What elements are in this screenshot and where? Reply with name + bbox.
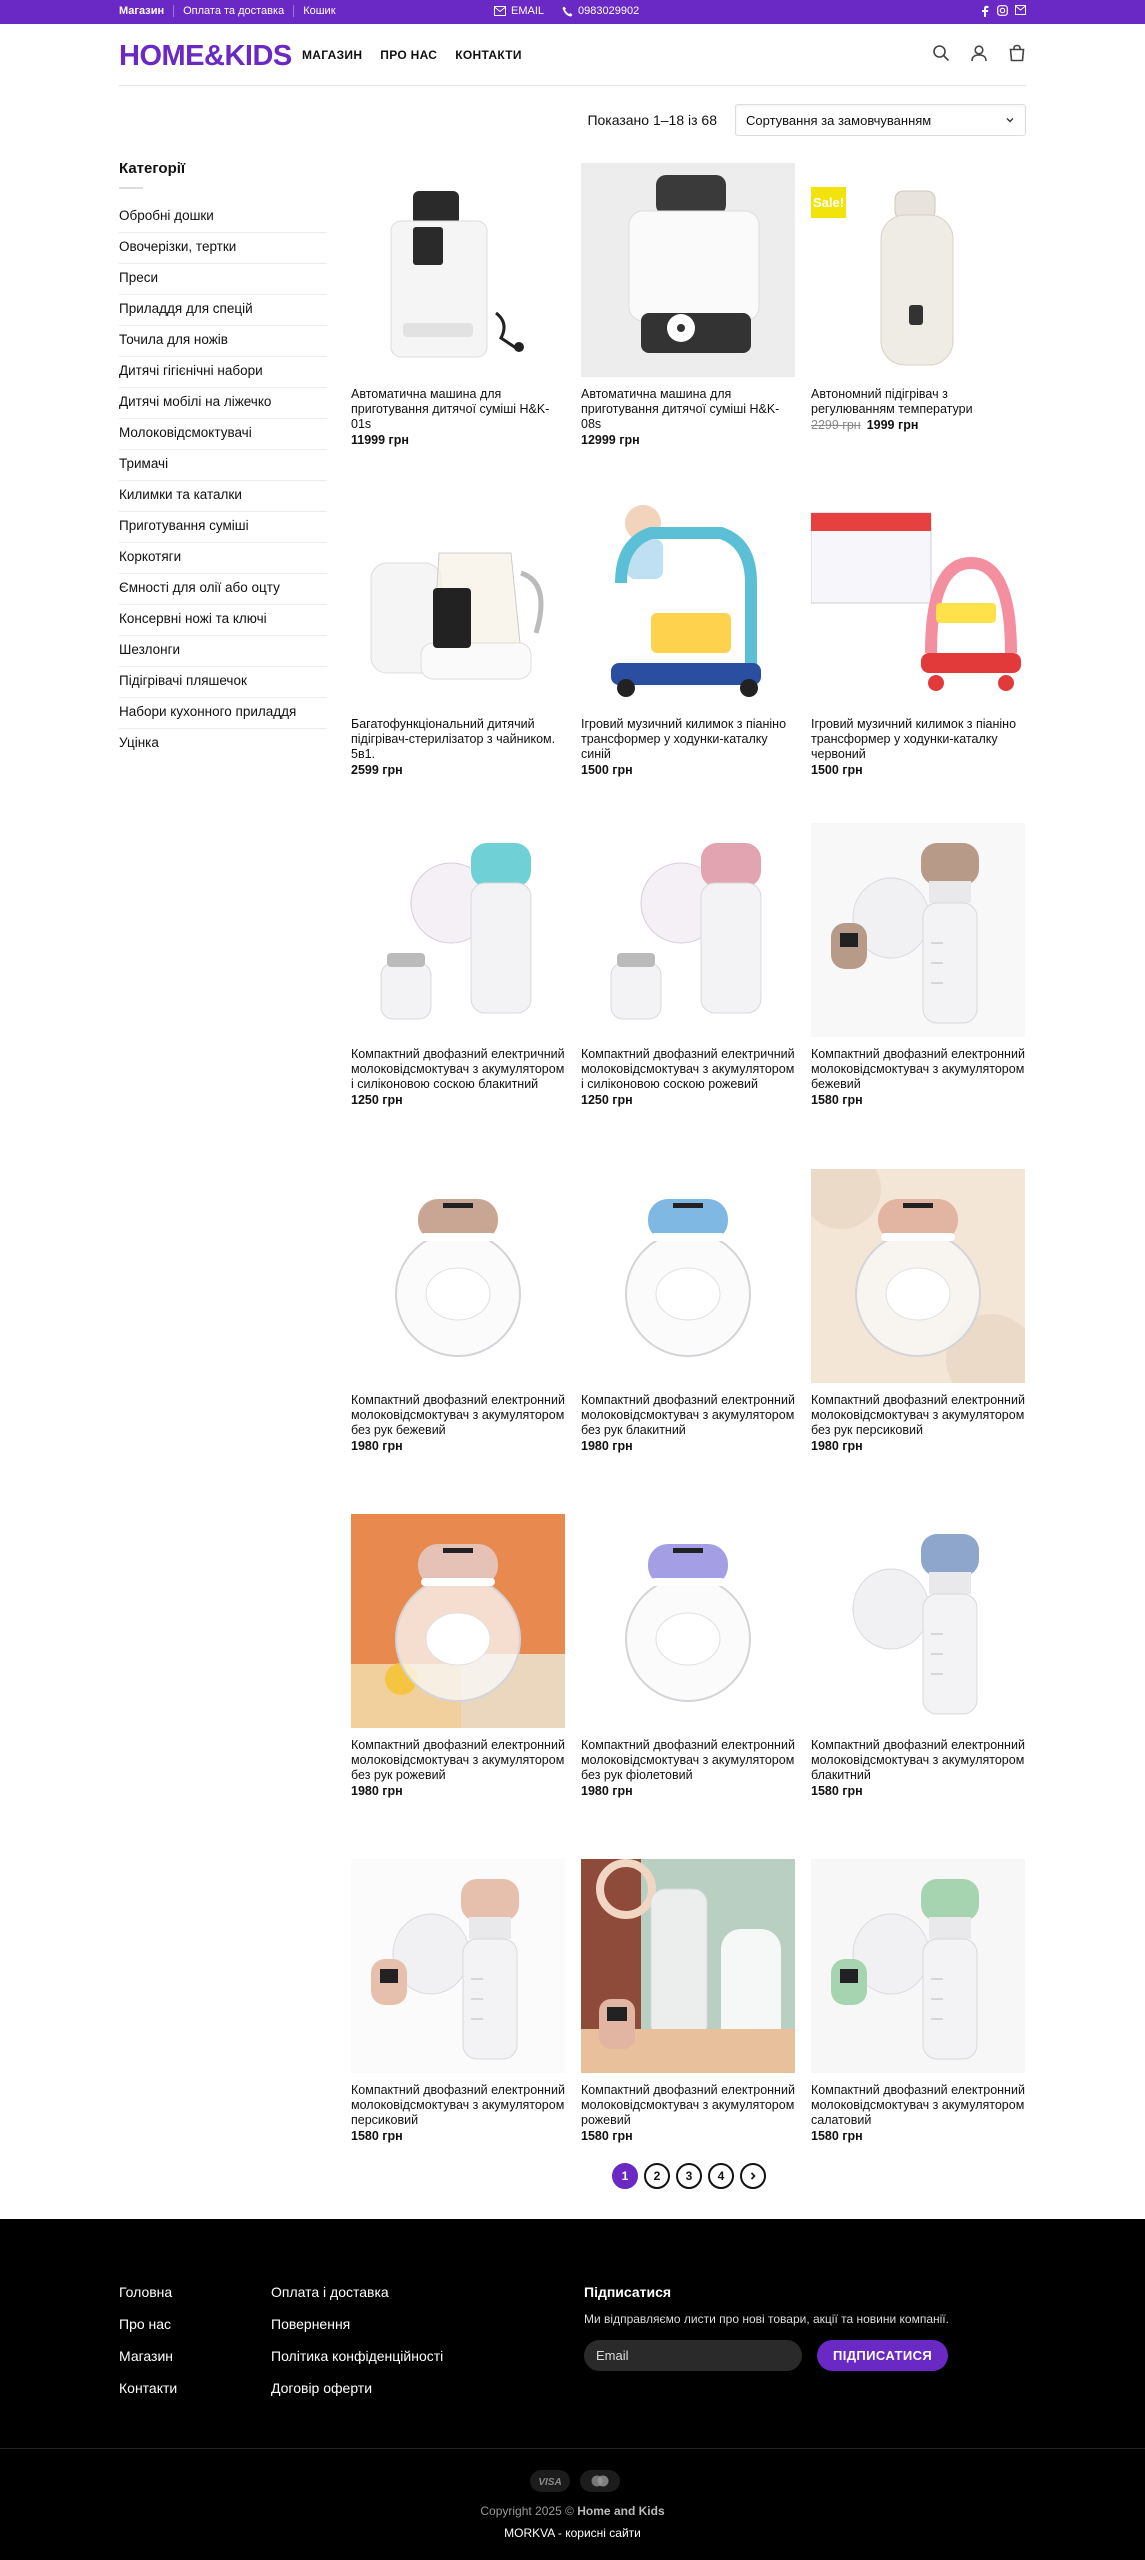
product-title[interactable]: Багатофункціональний дитячий підігрівач-стерилізатор з чайником. 5в1. bbox=[351, 717, 556, 761]
product-price: 1980 грн bbox=[811, 1439, 863, 1453]
nav-contacts[interactable]: КОНТАКТИ bbox=[455, 48, 522, 62]
cart-icon[interactable] bbox=[1008, 44, 1026, 62]
product-price: 1580 грн bbox=[811, 1093, 863, 1107]
product-price-row bbox=[811, 1439, 1025, 1453]
visa-icon-label: VISA bbox=[538, 2477, 562, 2488]
product-image[interactable] bbox=[581, 823, 795, 1037]
product-title[interactable]: Автоматична машина для приготування дитячої суміші H&K-08s bbox=[581, 387, 780, 431]
product-price-row bbox=[811, 2129, 1025, 2143]
footer-link-contacts[interactable]: Контакти bbox=[119, 2380, 178, 2396]
product-price: 1580 грн bbox=[351, 2129, 403, 2143]
footer-col-main bbox=[119, 2284, 177, 2412]
product-price-row bbox=[811, 1093, 1025, 1107]
top-link-shop[interactable]: Магазин bbox=[119, 5, 165, 17]
developer-credit[interactable]: MORKVA - корисні сайти bbox=[504, 2526, 641, 2540]
product-image[interactable] bbox=[811, 163, 1025, 377]
social-links bbox=[980, 5, 1026, 17]
product-image[interactable] bbox=[581, 1859, 795, 2073]
footer-link-privacy[interactable]: Політика конфіденційності bbox=[271, 2348, 444, 2364]
product-image[interactable] bbox=[351, 1169, 565, 1383]
product-card[interactable] bbox=[811, 1514, 1025, 1798]
product-image[interactable] bbox=[811, 1169, 1025, 1383]
product-image[interactable] bbox=[581, 493, 795, 707]
footer-link-home[interactable]: Головна bbox=[119, 2284, 173, 2300]
newsletter bbox=[584, 2284, 949, 2371]
product-card[interactable] bbox=[811, 163, 1025, 432]
next-page-button[interactable] bbox=[740, 2163, 766, 2189]
product-card[interactable] bbox=[581, 1859, 795, 2143]
copyright-prefix: Copyright 2025 © bbox=[480, 2504, 578, 2518]
shop-toolbar bbox=[119, 104, 1026, 136]
product-card[interactable] bbox=[811, 1859, 1025, 2143]
nav-shop[interactable]: МАГАЗИН bbox=[302, 48, 363, 62]
product-title[interactable]: Компактний двофазний електронний молоковідсмоктувач з акумулятором рожевий bbox=[581, 2083, 795, 2127]
product-title[interactable]: Компактний двофазний електронний молоковідсмоктувач з акумулятором блакитний bbox=[811, 1738, 1025, 1782]
product-price: 1580 грн bbox=[811, 1784, 863, 1798]
top-links bbox=[119, 5, 345, 17]
product-card[interactable] bbox=[581, 1514, 795, 1798]
product-price-row bbox=[351, 1439, 565, 1453]
footer-col-info bbox=[271, 2284, 443, 2412]
product-title[interactable]: Компактний двофазний електронний молоковідсмоктувач з акумулятором без рук бежевий bbox=[351, 1393, 565, 1437]
category-item[interactable]: Дитячі гігієнічні набори bbox=[119, 357, 327, 388]
product-price-row bbox=[351, 763, 565, 777]
product-card[interactable] bbox=[581, 493, 795, 777]
top-contacts bbox=[494, 5, 639, 17]
product-card[interactable] bbox=[811, 493, 1025, 777]
product-title[interactable]: Автономний підігрівач з регулюванням температури bbox=[811, 387, 973, 416]
product-image[interactable] bbox=[581, 1169, 795, 1383]
visa-icon bbox=[530, 2470, 570, 2492]
footer-divider bbox=[0, 2448, 1145, 2449]
product-image[interactable] bbox=[581, 163, 795, 377]
category-item[interactable]: Приготування суміші bbox=[119, 512, 327, 543]
category-item[interactable]: Коркотяги bbox=[119, 543, 327, 574]
mail-icon bbox=[494, 6, 506, 16]
category-sidebar bbox=[119, 160, 327, 760]
category-item[interactable]: Овочерізки, тертки bbox=[119, 233, 327, 264]
chevron-right-icon bbox=[748, 2171, 758, 2181]
newsletter-email-input[interactable] bbox=[584, 2340, 802, 2371]
footer-link-returns[interactable]: Повернення bbox=[271, 2316, 351, 2332]
top-phone-link[interactable] bbox=[562, 5, 639, 17]
product-image[interactable] bbox=[351, 1514, 565, 1728]
product-card[interactable] bbox=[351, 823, 565, 1107]
product-price-row bbox=[581, 763, 795, 777]
product-card[interactable] bbox=[351, 493, 565, 777]
user-icon[interactable] bbox=[970, 44, 988, 62]
sort-select[interactable] bbox=[735, 104, 1026, 136]
product-title[interactable]: Ігровий музичний килимок з піаніно трансформер у ходунки-каталку синій bbox=[581, 717, 787, 761]
product-image[interactable] bbox=[351, 1859, 565, 2073]
product-price: 1580 грн bbox=[811, 2129, 863, 2143]
product-title[interactable]: Компактний двофазний електронний молоковідсмоктувач з акумулятором без рук рожевий bbox=[351, 1738, 565, 1782]
product-price: 1500 грн bbox=[811, 763, 863, 777]
product-price-row bbox=[581, 2129, 795, 2143]
category-item[interactable]: Підігрівачі пляшечок bbox=[119, 667, 327, 698]
category-item[interactable]: Килимки та каталки bbox=[119, 481, 327, 512]
main-nav bbox=[302, 48, 522, 62]
product-card[interactable] bbox=[351, 1859, 565, 2143]
nav-about[interactable]: ПРО НАС bbox=[380, 48, 438, 62]
product-image[interactable] bbox=[811, 1859, 1025, 2073]
product-image[interactable] bbox=[811, 493, 1025, 707]
footer-link-about[interactable]: Про нас bbox=[119, 2316, 172, 2332]
product-card[interactable] bbox=[581, 823, 795, 1107]
top-email-link[interactable] bbox=[494, 5, 544, 17]
product-price: 1999 грн bbox=[866, 418, 919, 432]
email-social-icon[interactable] bbox=[1015, 5, 1026, 15]
result-count: Показано 1–18 із 68 bbox=[587, 112, 717, 128]
category-item[interactable]: Шезлонги bbox=[119, 636, 327, 667]
category-item[interactable]: Точила для ножів bbox=[119, 326, 327, 357]
newsletter-title: Підписатися bbox=[584, 2284, 672, 2300]
product-price-row bbox=[811, 1784, 1025, 1798]
search-icon[interactable] bbox=[932, 44, 950, 62]
newsletter-text: Ми відправляємо листи про нові товари, акції та новини компанії. bbox=[584, 2312, 949, 2326]
product-price-row bbox=[811, 763, 1025, 777]
page-1[interactable]: 1 bbox=[612, 2163, 638, 2189]
product-card[interactable] bbox=[811, 823, 1025, 1107]
copyright-name: Home and Kids bbox=[577, 2504, 665, 2518]
top-bar bbox=[0, 0, 1145, 24]
product-card[interactable] bbox=[351, 1514, 565, 1798]
instagram-icon[interactable] bbox=[997, 5, 1008, 16]
top-link-cart[interactable]: Кошик bbox=[293, 5, 344, 17]
category-item[interactable]: Преси bbox=[119, 264, 327, 295]
subscribe-button[interactable]: ПІДПИСАТИСЯ bbox=[817, 2340, 948, 2371]
product-title[interactable]: Компактний двофазний електронний молоковідсмоктувач з акумулятором без рук фіолетовий bbox=[581, 1738, 795, 1782]
product-image[interactable] bbox=[351, 823, 565, 1037]
product-price-row bbox=[351, 433, 565, 447]
pagination bbox=[612, 2163, 766, 2189]
category-item[interactable]: Ємності для олії або оцту bbox=[119, 574, 327, 605]
product-title[interactable]: Компактний двофазний електричний молоковідсмоктувач з акумулятором і силіконовою соскою блакитний bbox=[351, 1047, 565, 1091]
category-item[interactable]: Набори кухонного приладдя bbox=[119, 698, 327, 729]
site-footer bbox=[0, 2219, 1145, 2560]
product-title[interactable]: Компактний двофазний електронний молоковідсмоктувач з акумулятором персиковий bbox=[351, 2083, 565, 2127]
product-card[interactable] bbox=[351, 163, 565, 447]
product-image[interactable] bbox=[811, 1514, 1025, 1728]
sidebar-title: Категорії bbox=[119, 160, 186, 177]
product-card[interactable] bbox=[581, 163, 795, 447]
product-title[interactable]: Автоматична машина для приготування дитячої суміші H&K-01s bbox=[351, 387, 550, 431]
product-price: 1580 грн bbox=[581, 2129, 633, 2143]
product-card[interactable] bbox=[811, 1169, 1025, 1453]
product-title[interactable]: Компактний двофазний електронний молоковідсмоктувач з акумулятором без рук персиковий bbox=[811, 1393, 1025, 1437]
product-price: 1250 грн bbox=[351, 1093, 403, 1107]
product-price: 1980 грн bbox=[581, 1784, 633, 1798]
product-image[interactable] bbox=[581, 1514, 795, 1728]
chevron-down-icon bbox=[1005, 115, 1015, 125]
product-price-row bbox=[581, 1093, 795, 1107]
product-price: 1980 грн bbox=[351, 1784, 403, 1798]
payment-icons bbox=[530, 2470, 620, 2492]
facebook-icon[interactable] bbox=[980, 5, 990, 17]
sort-selected-value: Сортування за замовчуванням bbox=[746, 113, 932, 128]
product-card[interactable] bbox=[581, 1169, 795, 1453]
page-4[interactable]: 4 bbox=[708, 2163, 734, 2189]
top-link-delivery[interactable]: Оплата та доставка bbox=[173, 5, 293, 17]
product-image[interactable] bbox=[811, 823, 1025, 1037]
page-2[interactable]: 2 bbox=[644, 2163, 670, 2189]
product-price: 1500 грн bbox=[581, 763, 633, 777]
product-title[interactable]: Ігровий музичний килимок з піаніно трансформер у ходунки-каталку червоний bbox=[811, 717, 1017, 761]
product-price: 1250 грн bbox=[581, 1093, 633, 1107]
site-logo[interactable]: HOME&KIDS bbox=[119, 40, 292, 72]
product-image[interactable] bbox=[351, 493, 565, 707]
product-price-row bbox=[581, 1784, 795, 1798]
product-price-row bbox=[581, 1439, 795, 1453]
site-header bbox=[119, 24, 1026, 86]
product-title[interactable]: Компактний двофазний електронний молоковідсмоктувач з акумулятором бежевий bbox=[811, 1047, 1025, 1091]
category-item[interactable]: Консервні ножі та ключі bbox=[119, 605, 327, 636]
sidebar-title-divider bbox=[119, 187, 143, 189]
phone-icon bbox=[562, 6, 573, 17]
top-email-label: EMAIL bbox=[511, 5, 545, 17]
product-price: 1980 грн bbox=[581, 1439, 633, 1453]
product-old-price: 2299 грн bbox=[811, 418, 861, 432]
category-item[interactable]: Молоковідсмоктувачі bbox=[119, 419, 327, 450]
footer-link-shop[interactable]: Магазин bbox=[119, 2348, 174, 2364]
category-item[interactable]: Тримачі bbox=[119, 450, 327, 481]
product-price: 11999 грн bbox=[351, 433, 409, 447]
product-price-row bbox=[581, 433, 795, 447]
top-phone-number: 0983029902 bbox=[578, 5, 640, 17]
product-price-row bbox=[351, 1093, 565, 1107]
product-price-row bbox=[351, 2129, 565, 2143]
product-price-row bbox=[351, 1784, 565, 1798]
header-icons bbox=[932, 44, 1026, 62]
category-item[interactable]: Уцінка bbox=[119, 735, 159, 750]
category-item[interactable]: Дитячі мобілі на ліжечко bbox=[119, 388, 327, 419]
mastercard-icon bbox=[580, 2470, 620, 2492]
category-item[interactable]: Обробні дошки bbox=[119, 202, 327, 233]
category-item[interactable]: Приладдя для спецій bbox=[119, 295, 327, 326]
product-card[interactable] bbox=[351, 1169, 565, 1453]
product-title[interactable]: Компактний двофазний електричний молоковідсмоктувач з акумулятором і силіконовою соскою рожевий bbox=[581, 1047, 795, 1091]
footer-link-offer[interactable]: Договір оферти bbox=[271, 2380, 373, 2396]
page-3[interactable]: 3 bbox=[676, 2163, 702, 2189]
copyright bbox=[0, 2504, 1145, 2518]
product-price: 2599 грн bbox=[351, 763, 403, 777]
product-title[interactable]: Компактний двофазний електронний молоковідсмоктувач з акумулятором салатовий bbox=[811, 2083, 1025, 2127]
product-price: 12999 грн bbox=[581, 433, 640, 447]
product-title[interactable]: Компактний двофазний електронний молоковідсмоктувач з акумулятором без рук блакитний bbox=[581, 1393, 795, 1437]
sale-badge: Sale! bbox=[811, 187, 846, 218]
footer-link-delivery[interactable]: Оплата і доставка bbox=[271, 2284, 389, 2300]
product-price-row bbox=[811, 418, 1025, 432]
product-image[interactable] bbox=[351, 163, 565, 377]
product-price: 1980 грн bbox=[351, 1439, 403, 1453]
category-list bbox=[119, 202, 327, 760]
